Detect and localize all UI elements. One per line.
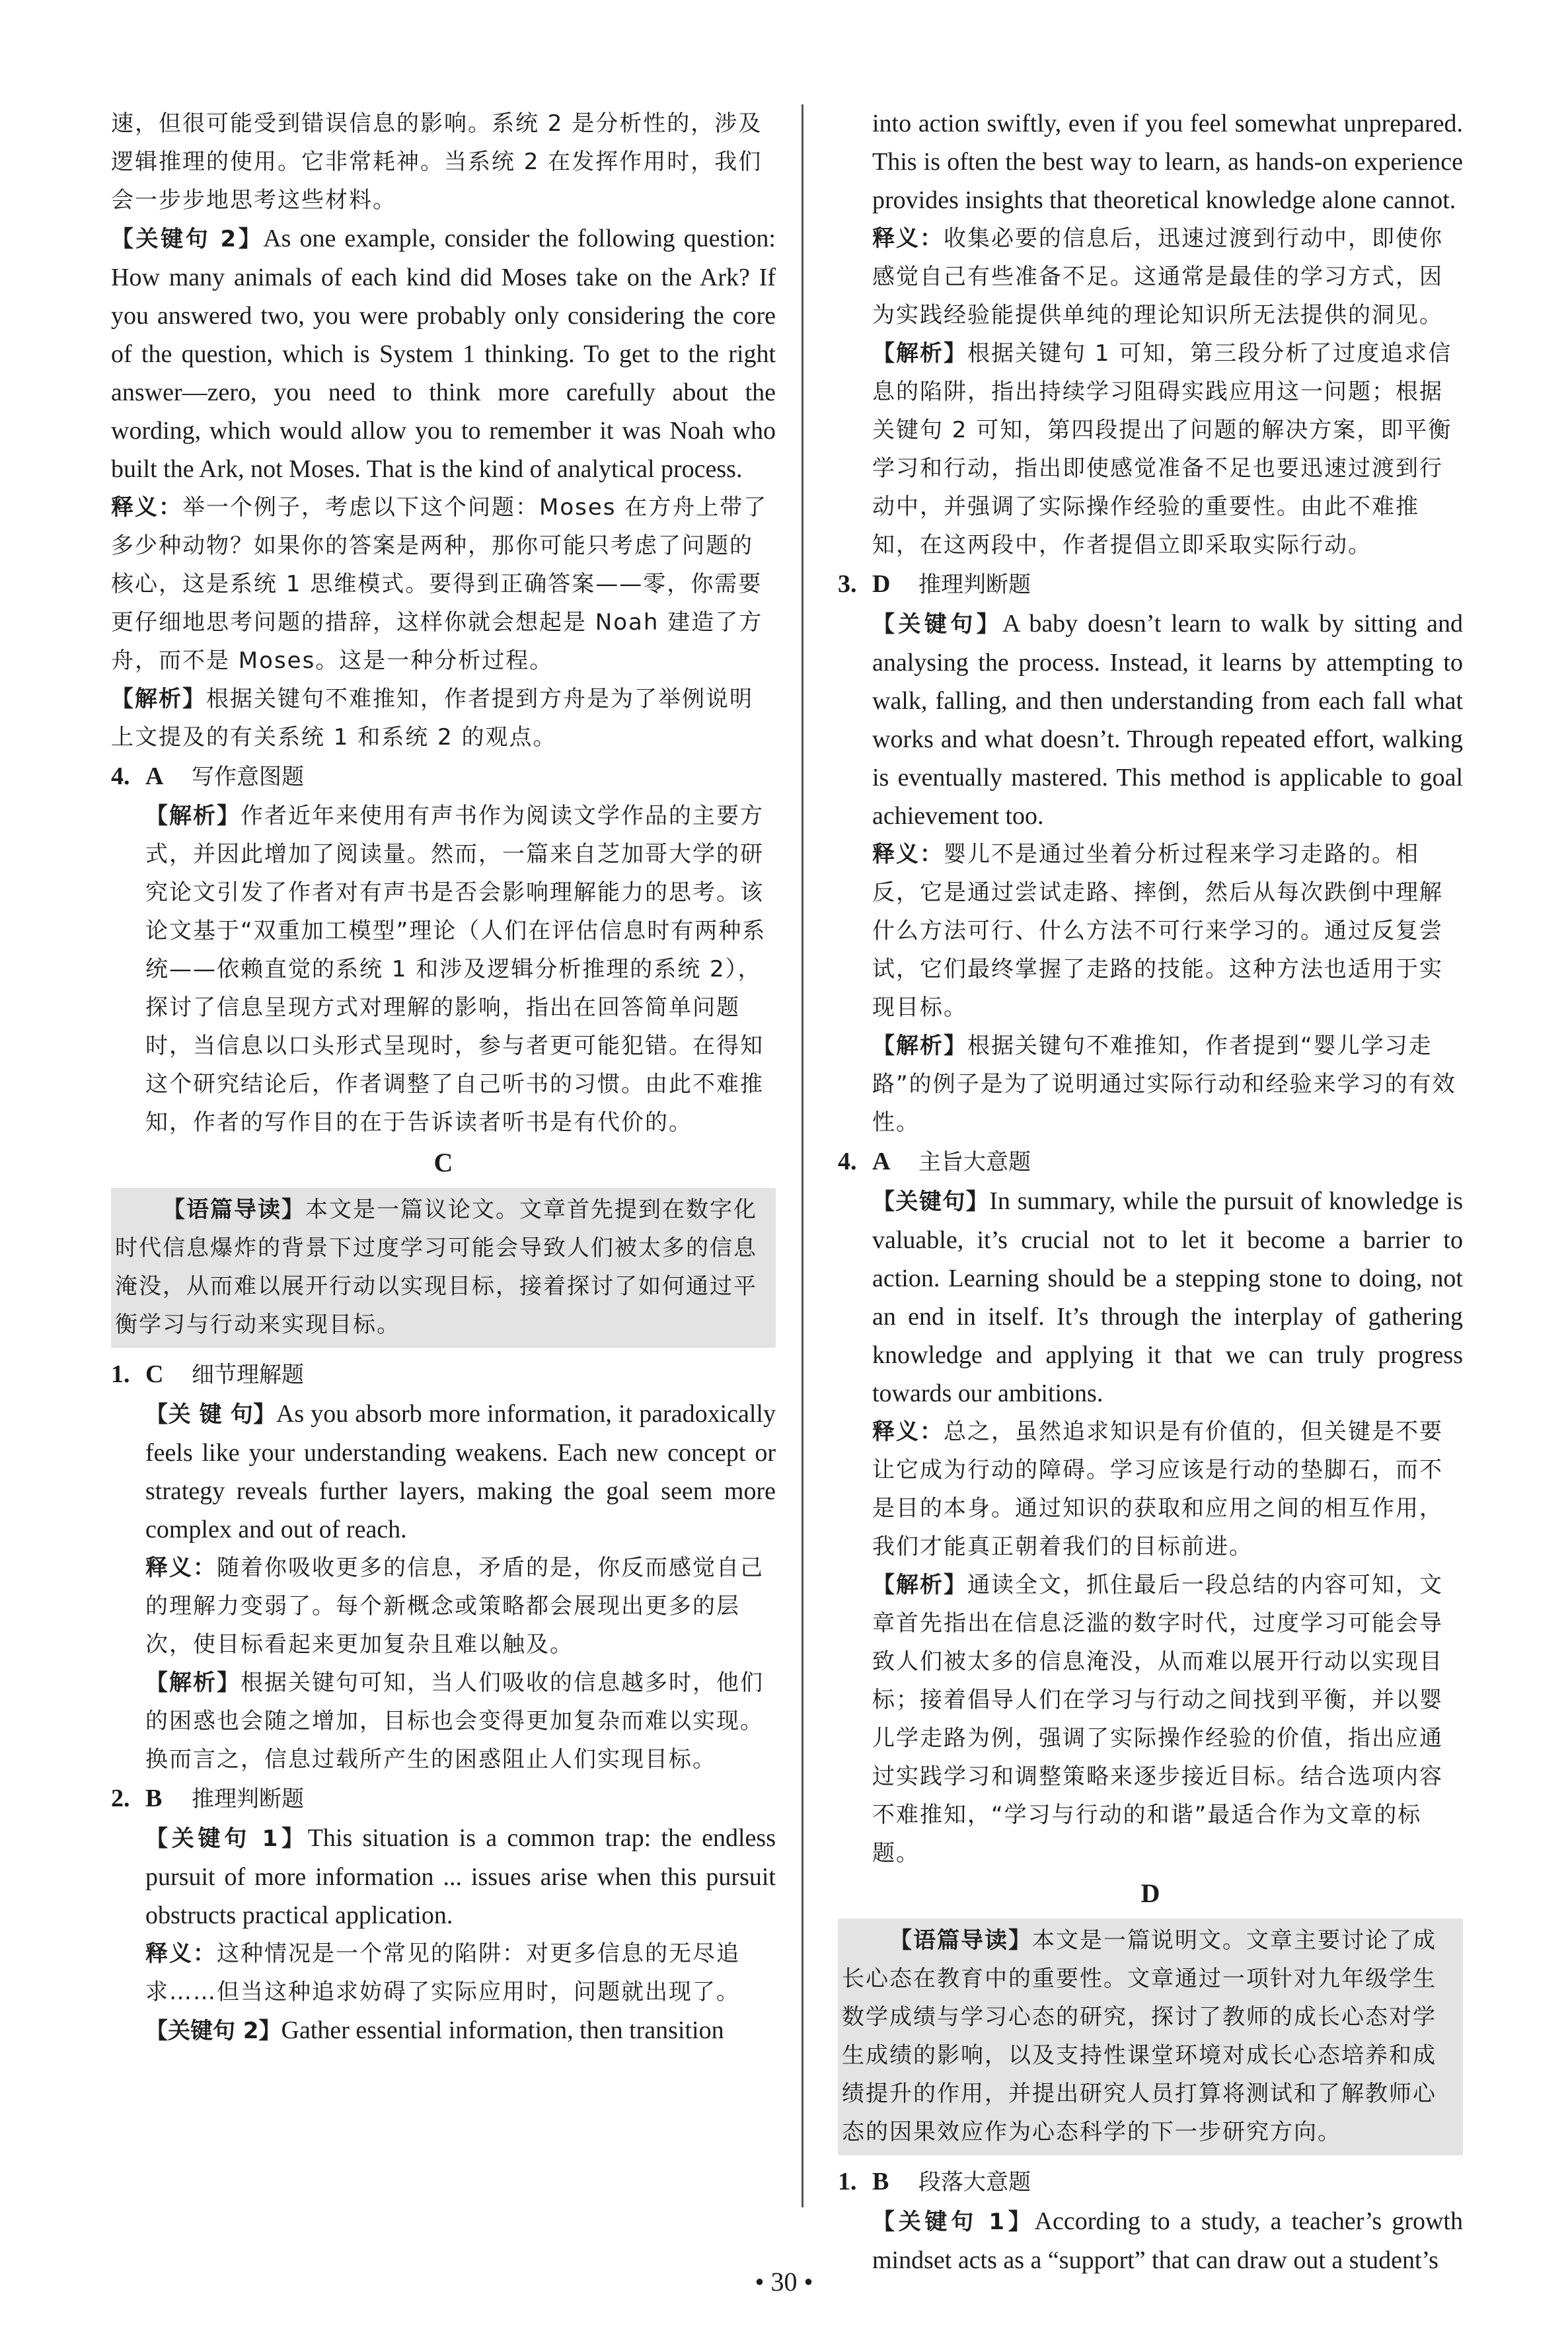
paraphrase-text: 总之，虽然追求知识是有价值的，但关键是不要让它成为行动的障碍。学习应该是行动的垫脚石，而不是目的本身。通过知识的获取和应用之间的相互作用，我们才能真正朝着我们的目标前进。	[872, 1419, 1443, 1560]
paraphrase-tag: 释义：	[111, 494, 182, 521]
key-sentence-2	[111, 219, 776, 488]
question-number: 4.	[111, 762, 130, 790]
question-answer: C	[145, 1360, 164, 1388]
guide-body: 本文是一篇议论文。文章首先提到在数字化时代信息爆炸的背景下过度学习可能会导致人们被太多的信息淹没，从而难以展开行动以实现目标，接着探讨了如何通过平衡学习与行动来实现目标。	[115, 1197, 757, 1338]
key-sentence-c4	[838, 1182, 1463, 1413]
right-column	[838, 104, 1463, 2279]
guide-text	[115, 1191, 772, 1344]
question-c2-header	[111, 1779, 776, 1819]
question-answer: B	[872, 2168, 889, 2196]
question-c1-header	[111, 1354, 776, 1395]
analysis-q4	[111, 797, 776, 1142]
key-sentence-text: As one example, consider the following question: How many animals of each kind did Moses take on the Ark? If you answered two, you were probably only considering the core of the question, which is System 1 thinking. To get to the right answer—zero, you need to think more carefully about the wording, which would allow you to remember it was Noah who built the Ark, not Moses. That is the kind of analytical process.	[111, 225, 776, 483]
guide-tag: 【语篇导读】	[889, 1927, 1032, 1954]
reading-guide-d	[838, 1919, 1463, 2155]
analysis	[111, 680, 776, 757]
question-number: 2.	[111, 1785, 130, 1812]
paraphrase-text: 这种情况是一个常见的陷阱：对更多信息的无尽追求……但当这种追求妨碍了实际应用时，问题就出现了。	[145, 1940, 740, 2005]
paraphrase-tag: 释义：	[872, 841, 944, 867]
analysis-text: 作者近年来使用有声书作为阅读文学作品的主要方式，并因此增加了阅读量。然而，一篇来自芝加哥大学的研究论文引发了作者对有声书是否会影响理解能力的思考。该论文基于“双重加工模型”理论（人们在评估信息时有两种系统——依赖直觉的系统 1 和涉及逻辑分析推理的系统 2），探讨了信息呈现方式对理解的影响，指出在回答简单问题时，当信息以口头形式呈现时，参与者更可能犯错。在得知这个研究结论后，作者调整了自己听书的习惯。由此不难推知，作者的写作目的在于告诉读者听书是有代价的。	[145, 803, 766, 1136]
key-sentence-tag: 【关 键 句】	[145, 1401, 276, 1428]
paraphrase-c4	[838, 1413, 1463, 1566]
key-sentence-text: Gather essential information, then transition	[281, 2016, 724, 2044]
question-type: 推理判断题	[192, 1786, 304, 1812]
paraphrase-tag: 释义：	[872, 1419, 944, 1445]
guide-tag: 【语篇导读】	[163, 1197, 305, 1223]
key-sentence-tag: 【关键句 1】	[872, 2209, 1035, 2235]
analysis-c3	[838, 1027, 1463, 1142]
analysis-tag: 【解析】	[872, 1572, 967, 1598]
key-sentence-text: This situation is a common trap: the endless pursuit of more information ... issues arise when this pursuit obstructs practical application.	[145, 1824, 776, 1929]
paraphrase	[111, 488, 776, 680]
left-column	[111, 104, 776, 2050]
question-number: 4.	[838, 1148, 857, 1175]
analysis-tag: 【解析】	[145, 803, 241, 829]
column-divider	[802, 104, 803, 2207]
analysis-tag: 【解析】	[872, 1033, 967, 1059]
question-type: 主旨大意题	[918, 1149, 1031, 1175]
analysis-c4	[838, 1566, 1463, 1872]
paraphrase-text: 举一个例子，考虑以下这个问题：Moses 在方舟上带了多少种动物？如果你的答案是两种，那你可能只考虑了问题的核心，这是系统 1 思维模式。要得到正确答案——零，你需要更仔细地思考问题的措辞，这样你就会想起是 Noah 建造了方舟，而不是 Moses。这是一种分析过程。	[111, 494, 768, 674]
question-type: 细节理解题	[192, 1362, 304, 1388]
key-sentence-text: As you absorb more information, it paradoxically feels like your understanding weakens. Each new concept or strategy reveals further layers, making the goal seem more complex and out of reach.	[145, 1400, 776, 1543]
analysis-text: 根据关键句可知，当人们吸收的信息越多时，他们的困惑也会随之增加，目标也会变得更加复杂而难以实现。换而言之，信息过载所产生的困惑阻止人们实现目标。	[145, 1670, 764, 1773]
question-number: 1.	[838, 2168, 857, 2196]
key-sentence-tag: 【关键句 2】	[111, 226, 264, 252]
question-answer: D	[872, 570, 891, 598]
paraphrase-c2	[111, 1935, 776, 2011]
paraphrase-text: 收集必要的信息后，迅速过渡到行动中，即使你感觉自己有些准备不足。这通常是最佳的学习方式，因为实践经验能提供单纯的理论知识所无法提供的洞见。	[872, 225, 1443, 328]
question-answer: B	[145, 1785, 163, 1812]
question-answer: A	[145, 762, 164, 790]
key-sentence-continued: into action swiftly, even if you feel somewhat unprepared. This is often the best way to learn, as hands-on experience provides insights that theoretical knowledge alone cannot.	[872, 110, 1463, 214]
analysis-tag: 【解析】	[872, 340, 967, 367]
analysis-text: 根据关键句 1 可知，第三段分析了过度追求信息的陷阱，指出持续学习阻碍实践应用这一问题；根据关键句 2 可知，第四段提出了问题的解决方案，即平衡学习和行动，指出即使感觉准备不足也要迅速过渡到行动中，并强调了实际操作经验的重要性。由此不难推知，在这两段中，作者提倡立即采取实际行动。	[872, 340, 1452, 558]
paraphrase-tag: 释义：	[145, 1555, 217, 1581]
paraphrase-tag: 释义：	[145, 1940, 217, 1967]
paraphrase-text: 婴儿不是通过坐着分析过程来学习走路的。相反，它是通过尝试走路、摔倒，然后从每次跌倒中理解什么方法可行、什么方法不可行来学习的。通过反复尝试，它们最终掌握了走路的技能。这种方法也适用于实现目标。	[872, 841, 1443, 1021]
page-number: • 30 •	[755, 2267, 813, 2297]
key-sentence-text: A baby doesn’t learn to walk by sitting and analysing the process. Instead, it learns by attempting to walk, falling, and then understanding from each fall what works and what doesn’t. Through repeated effort, walking is eventually mastered. This method is applicable to goal achievement too.	[872, 610, 1463, 830]
key-sentence-tag: 【关键句】	[872, 611, 1003, 638]
key-sentence-c3	[838, 605, 1463, 835]
analysis-tag: 【解析】	[111, 686, 206, 712]
analysis-text: 根据关键句不难推知，作者提到“婴儿学习走路”的例子是为了说明通过实际行动和经验来学习的有效性。	[872, 1033, 1456, 1136]
question-type: 写作意图题	[192, 764, 304, 790]
key-sentence-tag: 【关键句 2】	[145, 2018, 281, 2044]
question-c4-header	[838, 1142, 1463, 1182]
analysis-text: 通读全文，抓住最后一段总结的内容可知，文章首先指出在信息泛滥的数字时代，过度学习可能会导致人们被太多的信息淹没，从而难以展开行动以实现目标；接着倡导人们在学习与行动之间找到平衡，并以婴儿学走路为例，强调了实际操作经验的价值，指出应通过实践学习和调整策略来逐步接近目标。结合选项内容不难推知，“学习与行动的和谐”最适合作为文章的标题。	[872, 1572, 1443, 1866]
analysis-tag: 【解析】	[145, 1670, 241, 1696]
key-sentence-tag: 【关键句】	[872, 1189, 990, 1215]
paraphrase-c1	[111, 1549, 776, 1664]
question-number: 3.	[838, 570, 857, 598]
reading-guide-c	[111, 1188, 776, 1348]
key-sentence-c1	[111, 1395, 776, 1549]
question-4-header	[111, 757, 776, 797]
paraphrase-text: 随着你吸收更多的信息，矛盾的是，你反而感觉自己的理解力变弱了。每个新概念或策略都会展现出更多的层次，使目标看起来更加复杂且难以触及。	[145, 1555, 764, 1658]
question-type: 推理判断题	[918, 572, 1031, 598]
paraphrase	[838, 219, 1463, 334]
analysis-text: 根据关键句不难推知，作者提到方舟是为了举例说明上文提及的有关系统 1 和系统 2 的观点。	[111, 686, 753, 751]
paragraph-intro: 速，但很可能受到错误信息的影响。系统 2 是分析性的，涉及逻辑推理的使用。它非常耗神。当系统 2 在发挥作用时，我们会一步步地思考这些材料。	[111, 110, 763, 213]
key-sentence-text: In summary, while the pursuit of knowledge is valuable, it’s crucial not to let it become a barrier to action. Learning should be a stepping stone to doing, not an end in itself. It’s through the interplay of gathering knowledge and applying it that we can truly progress towards our ambitions.	[872, 1187, 1463, 1407]
key-sentence-tag: 【关键句 1】	[145, 1826, 308, 1852]
paraphrase-c3	[838, 835, 1463, 1027]
key-sentence-c2-2	[111, 2011, 776, 2050]
analysis-c1	[111, 1664, 776, 1779]
guide-text	[842, 1921, 1459, 2151]
section-d-heading: D	[1140, 1878, 1160, 1908]
guide-body: 本文是一篇说明文。文章主要讨论了成长心态在教育中的重要性。文章通过一项针对九年级学生数学成绩与学习心态的研究，探讨了教师的成长心态对学生成绩的影响，以及支持性课堂环境对成长心态培养和成绩提升的作用，并提出研究人员打算将测试和了解教师心态的因果效应作为心态科学的下一步研究方向。	[842, 1927, 1437, 2145]
question-answer: A	[872, 1148, 891, 1175]
question-c3-header	[838, 564, 1463, 605]
section-c-heading: C	[433, 1148, 453, 1177]
analysis	[838, 334, 1463, 564]
question-number: 1.	[111, 1360, 130, 1388]
key-sentence-c2-1	[111, 1819, 776, 1935]
question-type: 段落大意题	[918, 2169, 1031, 2196]
key-sentence-text: According to a study, a teacher’s growth mindset acts as a “support” that can draw out a student’s	[872, 2207, 1463, 2274]
paraphrase-tag: 释义：	[872, 225, 944, 252]
question-d1-header	[838, 2162, 1463, 2202]
